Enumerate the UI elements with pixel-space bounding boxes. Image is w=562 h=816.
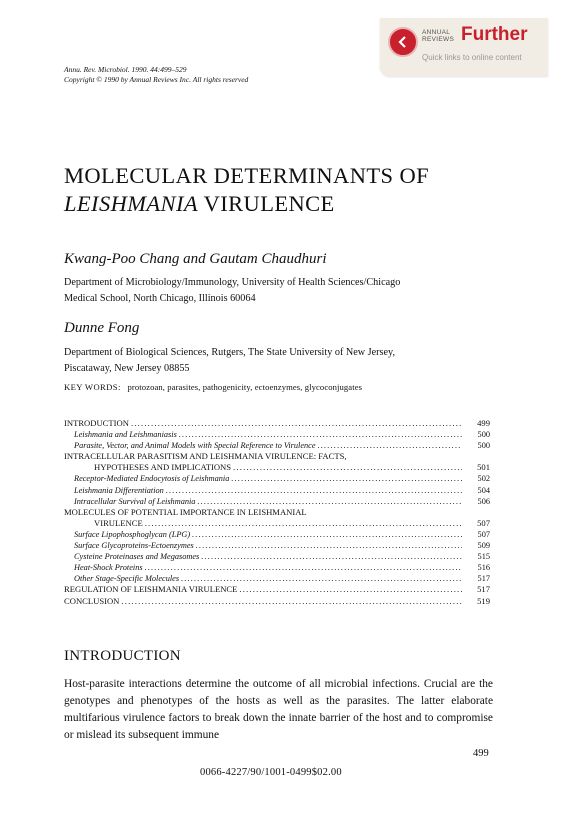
toc-page-number: 517 [477,574,490,584]
toc-page-number: 500 [477,430,490,440]
keywords-text: protozoan, parasites, pathogenicity, ectoenzymes, glycoconjugates [127,382,363,392]
further-label: Further [461,24,528,45]
toc-entry[interactable] [64,529,490,540]
author-names-2: Dunne Fong [64,320,140,336]
toc-leader [145,518,462,529]
toc-leader [192,529,462,540]
toc-page-number: 499 [477,418,490,428]
toc-entry-title: Parasite, Vector, and Animal Models with Special Reference to Virulence [74,441,316,451]
title-line-2: LEISHMANIA VIRULENCE [64,191,335,216]
annual-reviews-logo-text: ANNUAL REVIEWS [422,29,455,43]
toc-entry[interactable] [64,584,490,595]
keywords [64,382,362,392]
toc-leader [197,496,462,507]
keywords-label: KEY WORDS: [64,382,121,392]
toc-page-number: 502 [477,474,490,484]
copyright-line: Copyright © 1990 by Annual Reviews Inc. All rights reserved [64,75,249,84]
article-title [64,162,429,218]
toc-entry-title: Leishmania Differentiation [74,485,164,495]
title-line-1: MOLECULAR DETERMINANTS OF [64,163,430,188]
toc-entry-title: Cysteine Proteinases and Megasomes [74,552,200,562]
toc-leader [239,584,462,595]
toc-page-number: 507 [477,529,490,539]
toc-entry[interactable] [64,440,490,451]
toc-leader [201,551,462,562]
toc-entry-title: Receptor-Mediated Endocytosis of Leishmania [74,474,230,484]
toc-entry[interactable] [64,485,490,496]
table-of-contents [64,418,490,607]
toc-entry[interactable] [64,551,490,562]
toc-page-number: 504 [477,485,490,495]
citation-line: Annu. Rev. Microbiol. 1990. 44:499–529 [64,65,187,74]
toc-entry[interactable] [64,462,490,473]
toc-entry-title: Heat-Shock Proteins [74,563,143,573]
toc-entry[interactable] [64,518,490,529]
toc-entry-title: Other Stage-Specific Molecules [74,574,180,584]
play-icon [388,27,418,57]
toc-leader [318,440,462,451]
toc-page-number: 507 [477,517,490,528]
further-badge[interactable] [380,18,548,76]
toc-entry[interactable] [64,507,490,518]
affiliation-1: Department of Microbiology/Immunology, University of Health Sciences/Chicago Medical School, North Chicago, Illinois 60064 [64,277,401,304]
toc-entry-title: Surface Glycoproteins-Ectoenzymes [74,541,194,551]
toc-leader [121,596,462,607]
toc-page-number: 516 [477,563,490,573]
toc-leader [233,462,462,473]
toc-entry[interactable] [64,596,490,607]
toc-entry[interactable] [64,473,490,484]
footer-code: 0066-4227/90/1001-0499$02.00 [200,767,342,778]
toc-entry[interactable] [64,496,490,507]
toc-leader [181,573,462,584]
toc-leader [179,429,462,440]
toc-page-number: 509 [477,541,490,551]
toc-entry-title: HYPOTHESES AND IMPLICATIONS [94,462,232,473]
toc-entry[interactable] [64,562,490,573]
toc-leader [166,485,462,496]
toc-entry-title: MOLECULES OF POTENTIAL IMPORTANCE IN LEISHMANIAL [64,506,307,517]
toc-entry[interactable] [64,573,490,584]
toc-entry-title: VIRULENCE [94,517,143,528]
toc-leader [145,562,462,573]
toc-entry-title: Leishmania and Leishmaniasis [74,430,177,440]
toc-entry-title: INTRODUCTION [64,418,129,428]
toc-entry[interactable] [64,451,490,462]
toc-entry[interactable] [64,418,490,429]
toc-page-number: 517 [477,584,490,595]
toc-page-number: 519 [477,595,490,606]
journal-citation [64,65,248,85]
toc-entry-title: INTRACELLULAR PARASITISM AND LEISHMANIA VIRULENCE: FACTS, [64,451,347,462]
toc-entry[interactable] [64,540,490,551]
toc-entry[interactable] [64,429,490,440]
section-heading: INTRODUCTION [64,648,181,664]
toc-page-number: 500 [477,441,490,451]
body-text: Host-parasite interactions determine the outcome of all microbial infections. Crucial are the genotypes and phenotypes of the hosts as well as the parasites. The latter elaborate multifarious virulence factors to break down the innate barrier of the host and to compromise or mislead its subsequent immune [64,678,493,741]
further-subtitle: Quick links to online content [422,53,522,62]
toc-entry-title: CONCLUSION [64,595,120,606]
toc-entry-title: REGULATION OF LEISHMANIA VIRULENCE [64,584,238,595]
toc-page-number: 515 [477,552,490,562]
toc-leader [196,540,462,551]
toc-page-number: 506 [477,496,490,506]
affiliation-2: Department of Biological Sciences, Rutgers, The State University of New Jersey, Piscataway, New Jersey 08855 [64,347,396,374]
toc-page-number: 501 [477,462,490,473]
toc-leader [231,473,462,484]
toc-leader [131,418,462,429]
author-names-1: Kwang-Poo Chang and Gautam Chaudhuri [64,251,327,267]
toc-entry-title: Intracellular Survival of Leishmania [74,496,196,506]
page-number: 499 [473,748,489,759]
toc-entry-title: Surface Lipophosphoglycan (LPG) [74,529,191,539]
